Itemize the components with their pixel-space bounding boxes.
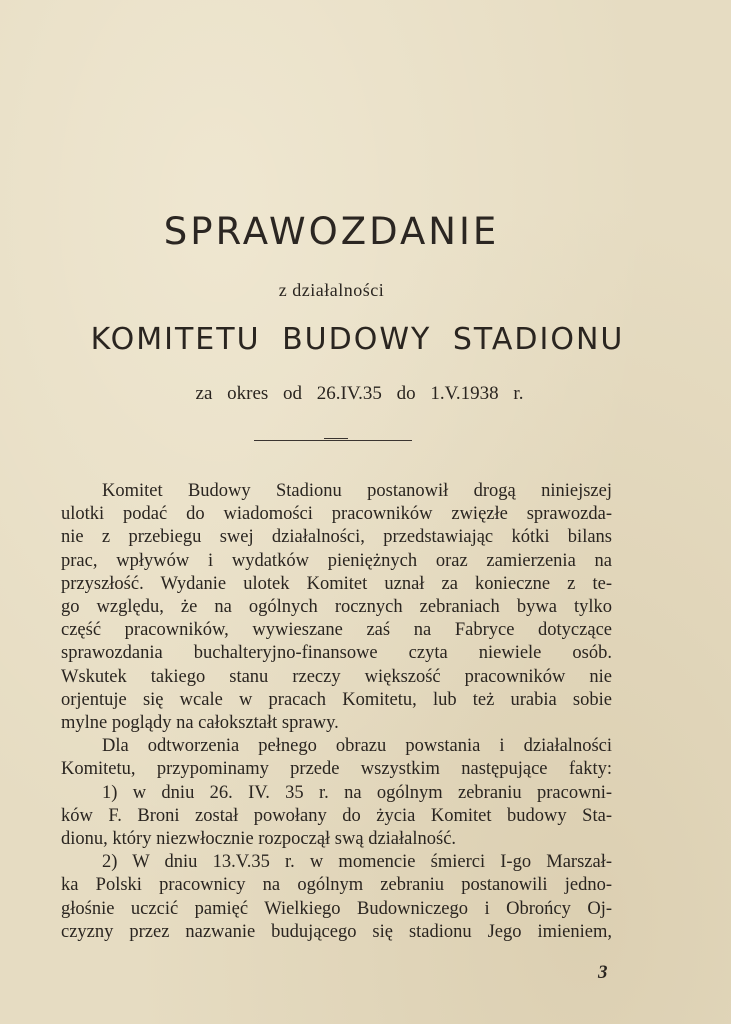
body-line: mylne poglądy na całokształt sprawy. xyxy=(61,713,339,734)
body-line: głośnie uczcić pamięć Wielkiego Budowniczego i Obrońcy Oj- xyxy=(61,898,612,919)
body-line: część pracowników, wywieszane zaś na Fabryce dotyczące xyxy=(61,620,612,641)
body-line: ków F. Broni został powołany do życia Komitet budowy Sta- xyxy=(61,805,612,826)
body-line: przyszłość. Wydanie ulotek Komitet uznał za konieczne z te- xyxy=(61,573,612,594)
body-line: sprawozdania buchalteryjno-finansowe czyta niewiele osób. xyxy=(61,643,612,664)
body-line: ulotki podać do wiadomości pracowników zwięzłe sprawozda- xyxy=(61,504,612,525)
title-divider xyxy=(254,440,412,441)
body-line: nie z przebiegu swej działalności, przedstawiając kótki bilans xyxy=(61,527,612,548)
body-line: Komitetu, przypominamy przede wszystkim następujące fakty: xyxy=(61,759,612,780)
document-subtitle: z działalności xyxy=(278,280,385,300)
page-number: 3 xyxy=(598,962,608,983)
body-line: ka Polski pracownicy na ogólnym zebraniu postanowili jedno- xyxy=(61,875,612,896)
title-divider-ornament xyxy=(324,438,348,439)
reporting-period: za okres od 26.IV.35 do 1.V.1938 r. xyxy=(195,383,524,404)
body-line: Komitet Budowy Stadionu postanowił drogą niniejszej xyxy=(102,481,612,501)
body-line: czyzny przez nazwanie budującego się stadionu Jego imieniem, xyxy=(61,921,612,942)
body-line: prac, wpływów i wydatków pieniężnych oraz zamierzenia na xyxy=(61,550,612,571)
document-title: SPRAWOZDANIE xyxy=(163,210,500,253)
body-line: go względu, że na ogólnych rocznych zebraniach bywa tylko xyxy=(61,597,612,618)
committee-heading: KOMITETU BUDOWY STADIONU xyxy=(90,322,625,357)
body-line: dionu, który niezwłocznie rozpoczął swą działalność. xyxy=(61,829,457,850)
body-line: Wskutek takiego stanu rzeczy większość pracowników nie xyxy=(61,666,612,687)
body-line: Dla odtworzenia pełnego obrazu powstania i działalności xyxy=(102,736,612,757)
body-text xyxy=(61,480,612,944)
body-line: orjentuje się wcale w pracach Komitetu, lub też urabia sobie xyxy=(61,689,612,710)
body-line: 1) w dniu 26. IV. 35 r. na ogólnym zebraniu pracowni- xyxy=(102,782,612,803)
body-line: 2) W dniu 13.V.35 r. w momencie śmierci I-go Marszał- xyxy=(102,852,612,873)
